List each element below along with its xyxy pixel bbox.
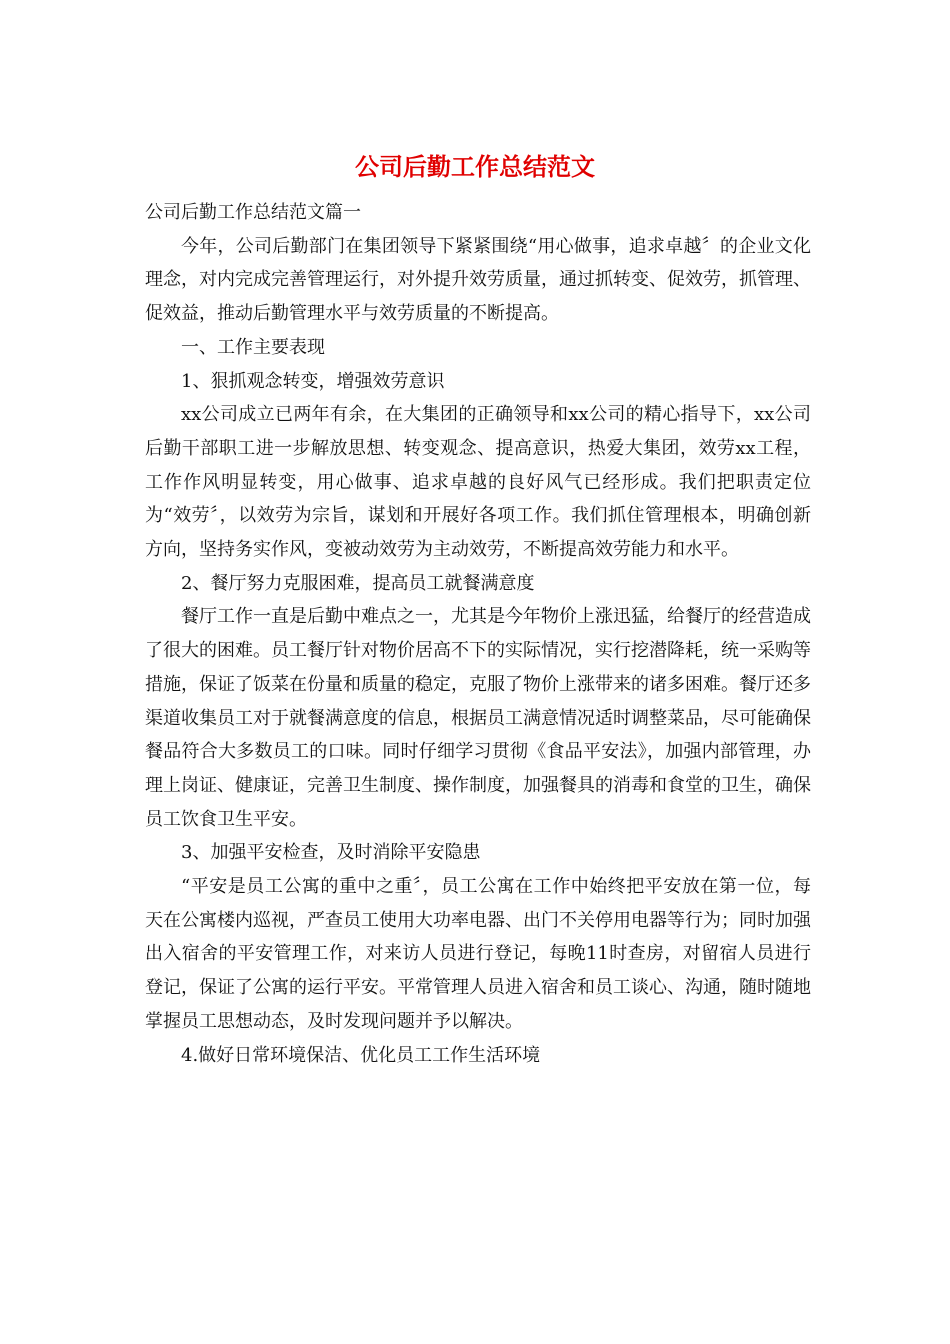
paragraph-intro: 今年，公司后勤部门在集团领导下紧紧围绕“用心做事，追求卓越〞的企业文化理念，对内完成完善管理运行，对外提升效劳质量，通过抓转变、促效劳，抓管理、促效益，推动后勤管理水平与效劳质量的不断提高。 <box>145 235 811 325</box>
subheading-2: 2、餐厅努力克服困难，提高员工就餐满意度 <box>181 572 535 594</box>
document-subtitle: 公司后勤工作总结范文篇一 <box>145 202 361 223</box>
section-heading-main: 一、工作主要表现 <box>181 336 325 358</box>
subheading-4: 4.做好日常环境保洁、优化员工工作生活环境 <box>181 1044 541 1066</box>
document-body <box>145 196 811 1072</box>
document-title: 公司后勤工作总结范文 <box>355 153 595 181</box>
subheading-3: 3、加强平安检查，及时消除平安隐患 <box>181 842 481 864</box>
paragraph-2: 餐厅工作一直是后勤中难点之一，尤其是今年物价上涨迅猛，给餐厅的经营造成了很大的困难。员工餐厅针对物价居高不下的实际情况，实行挖潜降耗，统一采购等措施，保证了饭菜在份量和质量的稳定，克服了物价上涨带来的诸多困难。餐厅还多渠道收集员工对于就餐满意度的信息，根据员工满意情况适时调整菜品，尽可能确保餐品符合大多数员工的口味。同时仔细学习贯彻《食品平安法》，加强内部管理，办理上岗证、健康证，完善卫生制度、操作制度，加强餐具的消毒和食堂的卫生，确保员工饮食卫生平安。 <box>145 606 811 830</box>
paragraph-1: xx公司成立已两年有余，在大集团的正确领导和xx公司的精心指导下，xx公司后勤干部职工进一步解放思想、转变观念、提高意识，热爱大集团，效劳xx工程，工作作风明显转变，用心做事、追求卓越的良好风气已经形成。我们把职责定位为“效劳〞，以效劳为宗旨，谋划和开展好各项工作。我们抓住管理根本，明确创新方向，坚持务实作风，变被动效劳为主动效劳，不断提高效劳能力和水平。 <box>145 404 811 561</box>
subheading-1: 1、狠抓观念转变，增强效劳意识 <box>181 370 445 392</box>
paragraph-3: “平安是员工公寓的重中之重〞，员工公寓在工作中始终把平安放在第一位，每天在公寓楼内巡视，严查员工使用大功率电器、出门不关停用电器等行为；同时加强出入宿舍的平安管理工作，对来访人员进行登记，每晚11时查房，对留宿人员进行登记，保证了公寓的运行平安。平常管理人员进入宿舍和员工谈心、沟通，随时随地掌握员工思想动态，及时发现问题并予以解决。 <box>145 876 811 1032</box>
